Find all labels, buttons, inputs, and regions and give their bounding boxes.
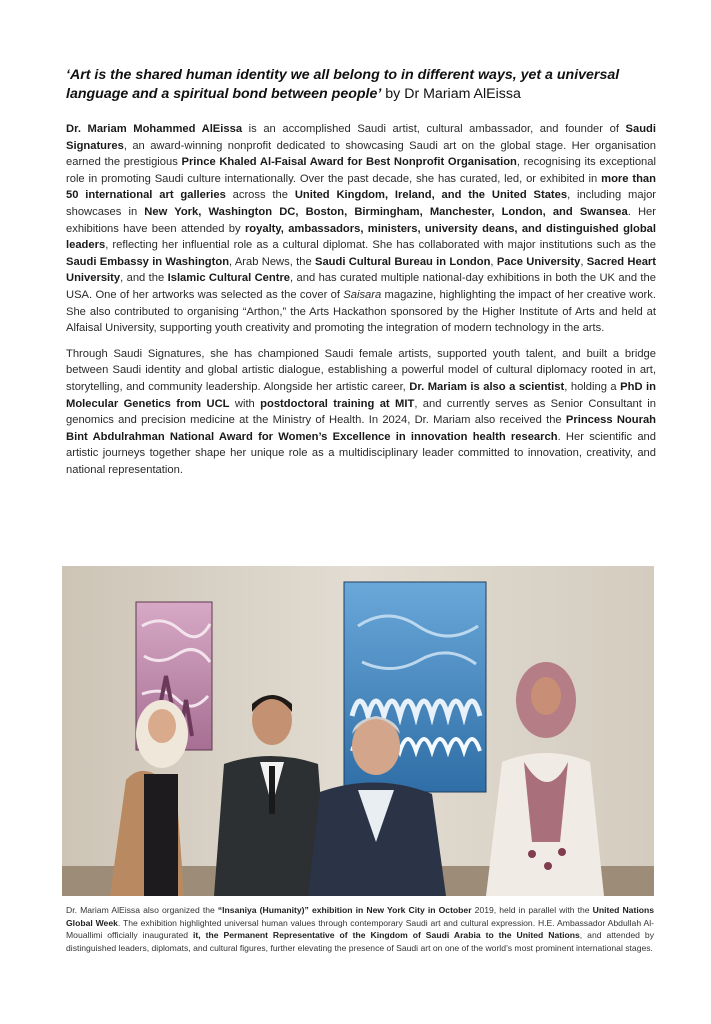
paragraph-1 bbox=[66, 121, 656, 337]
paragraph1-run: , and the bbox=[120, 272, 168, 285]
paragraph2-run: Dr. Mariam is also a scientist bbox=[409, 380, 565, 393]
paragraph1-run: Islamic Cultural Centre bbox=[167, 272, 291, 285]
headline bbox=[66, 66, 656, 104]
paragraph1-run: , Arab News, the bbox=[229, 255, 315, 268]
paragraph1-run: , bbox=[490, 255, 497, 268]
headline-quote: ‘Art is the shared human identity we all belong to in different ways, yet a universal language and a spiritual bond between people’ bbox=[66, 67, 620, 102]
exhibition-photo-illustration bbox=[62, 566, 654, 896]
paragraph2-run: with bbox=[229, 397, 261, 410]
paragraph1-run: is an accomplished Saudi artist, cultural ambassador, and founder of bbox=[242, 123, 626, 135]
article-body bbox=[66, 121, 656, 487]
paragraph-2 bbox=[66, 346, 656, 479]
paragraph1-run: , recognising its exceptional role in promoting Saudi culture internationally. Over the past decade, she has curated, led, or exhibited in bbox=[66, 156, 656, 185]
paragraph1-run: , including major showcases in bbox=[66, 189, 657, 218]
paragraph2-run: PhD in Molecular Genetics from UCL bbox=[66, 380, 656, 410]
caption-run: United Nations Global Week bbox=[66, 905, 654, 928]
caption-run: 2019, held in parallel with the bbox=[471, 905, 593, 915]
paragraph1-run: , reflecting her influential role as a cultural diplomat. She has collaborated with major institutions such as the bbox=[105, 239, 656, 252]
paragraph1-run: Sacred Heart University bbox=[66, 255, 657, 285]
caption-run: , and attended by distinguished leaders, diplomats, and cultural figures, further elevating the presence of Saudi art on one of the world’s most prominent international stages. bbox=[66, 930, 654, 953]
caption-run: “Insaniya (Humanity)” exhibition in New York City in October bbox=[217, 905, 472, 915]
paragraph1-run: Saudi Signatures bbox=[66, 123, 656, 152]
paragraph1-run: , bbox=[580, 255, 587, 268]
paragraph1-run: Pace University bbox=[496, 255, 581, 268]
paragraph2-run: , and currently serves as Senior Consultant in genomics and precision medicine at the Ministry of Health. In 2024, Dr. Mariam also received the bbox=[66, 397, 656, 427]
paragraph1-run: Saisara bbox=[343, 288, 382, 301]
paragraph1-run: New York, Washington DC, Boston, Birmingham, Manchester, London, and Swansea bbox=[144, 205, 628, 218]
headline-byline: by Dr Mariam AlEissa bbox=[381, 86, 521, 102]
exhibition-photo bbox=[62, 566, 654, 896]
caption-run: Dr. Mariam AlEissa also organized the bbox=[66, 905, 218, 915]
paragraph2-run: Princess Nourah Bint Abdulrahman National Award for Women’s Excellence in innovation health research bbox=[66, 414, 656, 443]
paragraph1-run: more than 50 international art galleries bbox=[66, 172, 656, 202]
paragraph1-run: Saudi Embassy in Washington bbox=[66, 255, 230, 268]
paragraph1-run: across the bbox=[225, 189, 295, 202]
paragraph1-run: Prince Khaled Al-Faisal Award for Best Nonprofit Organisation bbox=[181, 156, 517, 169]
paragraph1-run: , an award-winning nonprofit dedicated to showcasing Saudi art on the global stage. Her organisation earned the prestigious bbox=[66, 139, 656, 169]
paragraph1-run: royalty, ambassadors, ministers, university deans, and distinguished global leaders bbox=[66, 222, 657, 252]
paragraph1-run: Saudi Cultural Bureau in London bbox=[315, 255, 491, 268]
paragraph2-run: postdoctoral training at MIT bbox=[260, 397, 415, 410]
caption-run: . The exhibition highlighted universal human values through contemporary Saudi art and cultural expression. H.E. Ambassador Abdullah Al-Mouallimi officially inaugurated bbox=[66, 917, 655, 941]
paragraph1-run: magazine, highlighting the impact of her creative work. She also contributed to organising “Arthon,” the Arts Hackathon sponsored by the Higher Institute of Arts and held at Alfaisal University, supporting youth creativity and promoting the integration of modern technology in the arts. bbox=[66, 288, 656, 335]
paragraph2-run: , holding a bbox=[564, 380, 621, 393]
paragraph2-run: Through Saudi Signatures, she has championed Saudi female artists, supported youth talent, and built a bridge between Saudi identity and global artistic dialogue, establishing a powerful model of cultural diplomacy rooted in art, storytelling, and community leadership. Alongside her artistic career, bbox=[66, 347, 656, 393]
paragraph1-run: . Her exhibitions have been attended by bbox=[66, 205, 656, 235]
paragraph1-run: , and has curated multiple national-day exhibitions in both the UK and the USA. One of her artworks was selected as the cover of bbox=[66, 272, 656, 301]
paragraph1-run: United Kingdom, Ireland, and the United States bbox=[294, 189, 568, 202]
paragraph1-run: Dr. Mariam Mohammed AlEissa bbox=[66, 123, 243, 135]
paragraph2-run: . Her scientific and artistic journeys together shape her unique role as a multidisciplinary leader committed to innovation, creativity, and national representation. bbox=[66, 430, 656, 476]
photo-caption bbox=[66, 904, 654, 954]
caption-run: it, the Permanent Representative of the Kingdom of Saudi Arabia to the United Nations bbox=[193, 930, 580, 941]
